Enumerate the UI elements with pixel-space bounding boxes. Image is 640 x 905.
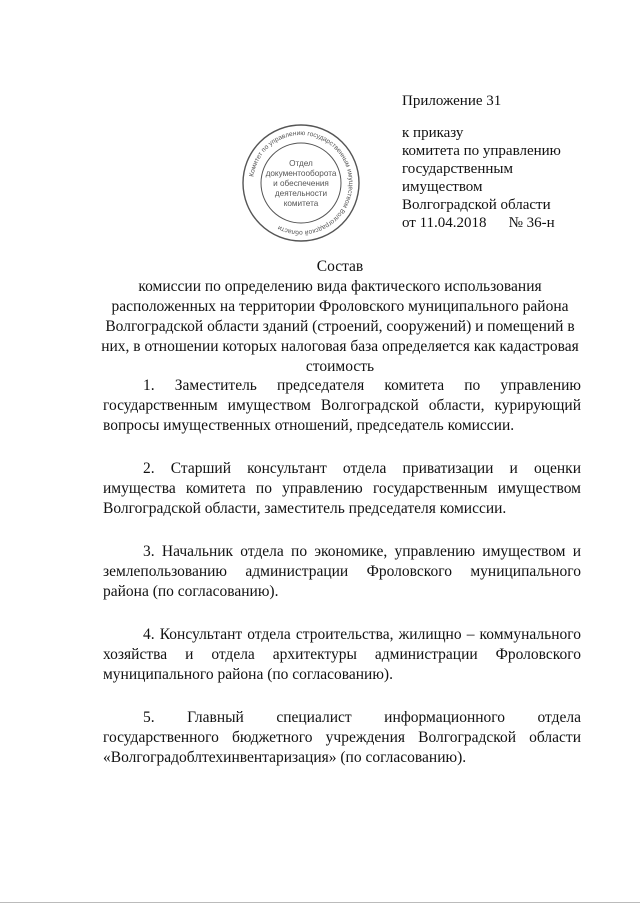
order-line: к приказу xyxy=(402,125,464,141)
list-item xyxy=(103,376,581,436)
appendix-header xyxy=(402,92,632,232)
order-line: государственным xyxy=(402,161,513,177)
appendix-label: Приложение 31 xyxy=(402,93,502,109)
list-item xyxy=(103,542,581,602)
order-date-number xyxy=(402,214,632,232)
commission-members-list xyxy=(103,376,581,791)
item-text: Главный специалист информационного отдела государственного бюджетного учреждения Волгоградской области «Волгоградоблтехинвентаризация» (по согласованию). xyxy=(103,709,582,766)
item-text: Начальник отдела по экономике, управлению имуществом и землепользованию администрации Фроловского муниципального района (по согласованию). xyxy=(103,543,581,600)
title-line: стоимость xyxy=(305,358,375,375)
order-line: Волгоградской области xyxy=(402,197,551,213)
list-item xyxy=(103,625,581,685)
item-number: 1. xyxy=(143,377,155,394)
item-text: Консультант отдела строительства, жилищно – коммунального хозяйства и отдела архитектуры администрации Фроловского муниципального района (по согласованию). xyxy=(103,626,581,683)
item-number: 4. xyxy=(143,626,155,643)
office-stamp xyxy=(240,122,362,244)
stamp-center-line: и обеспечения xyxy=(273,179,329,188)
stamp-ring-text: Комитет по управлению государственным имуществом Волгоградской области xyxy=(248,129,355,237)
list-item xyxy=(103,708,581,768)
title-line: расположенных на территории Фроловского муниципального района xyxy=(111,298,569,315)
item-text: Старший консультант отдела приватизации и оценки имущества комитета по управлению государственным имуществом Волгоградской области, заместитель председателя комиссии. xyxy=(103,460,581,517)
document-title xyxy=(100,257,580,377)
item-number: 3. xyxy=(143,543,155,560)
list-item xyxy=(103,459,581,519)
stamp-center-line: Отдел xyxy=(289,159,313,168)
order-line: имуществом xyxy=(402,179,483,195)
item-number: 2. xyxy=(143,460,155,477)
order-date: от 11.04.2018 xyxy=(402,215,487,231)
stamp-center-line: деятельности xyxy=(274,189,328,198)
scan-edge-line xyxy=(0,902,640,903)
title-line: Волгоградской области зданий (строений, сооружений) и помещений в xyxy=(105,318,575,335)
title-line: комиссии по определению вида фактического использования xyxy=(138,278,542,295)
item-number: 5. xyxy=(143,709,155,726)
stamp-center-line: документооборота xyxy=(265,169,337,178)
title-line: них, в отношении которых налоговая база определяется как кадастровая xyxy=(101,338,579,355)
order-line: комитета по управлению xyxy=(402,143,561,159)
item-text: Заместитель председателя комитета по управлению государственным имуществом Волгоградской области, курирующий вопросы имущественных отношений, председатель комиссии. xyxy=(103,377,581,434)
stamp-center-line: комитета xyxy=(283,199,319,208)
title-heading: Состав xyxy=(316,258,364,275)
order-number: № 36-н xyxy=(508,215,555,231)
